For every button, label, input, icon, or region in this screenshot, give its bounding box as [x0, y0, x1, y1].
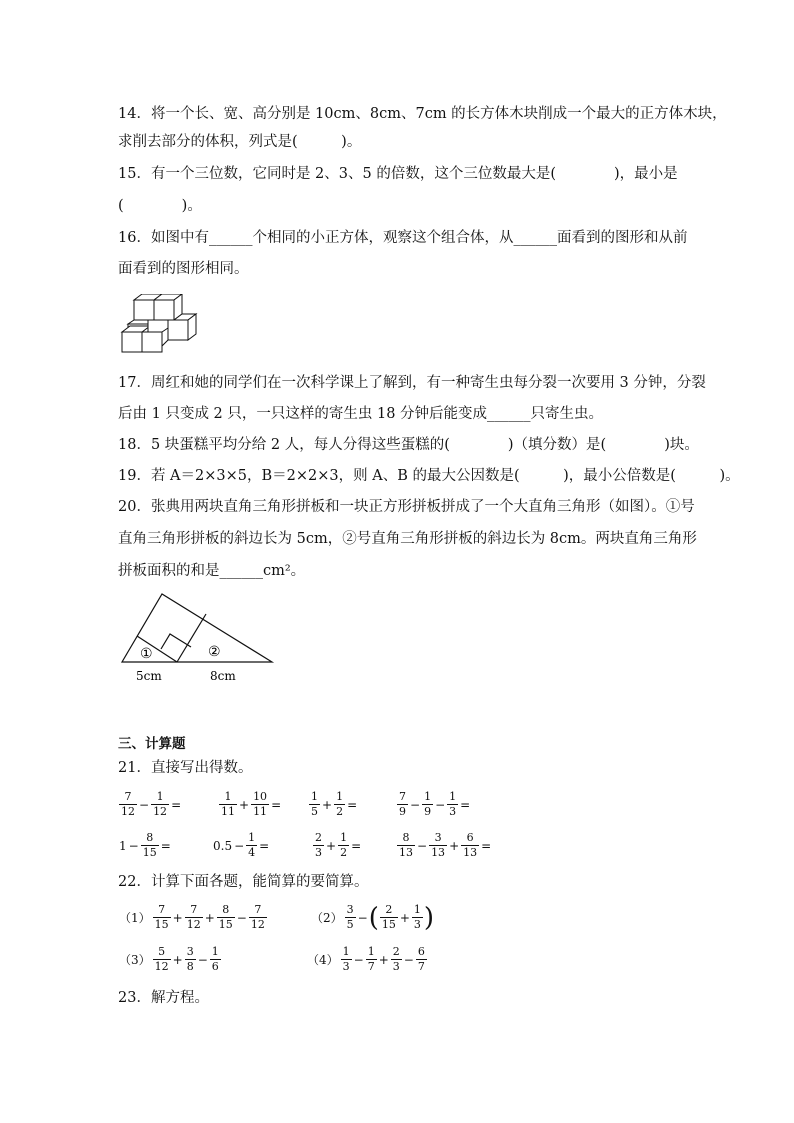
q21-row2-d: $\frac{8}{13}$ − $\frac{3}{13}$ + $\frac{6}{13}$ = [399, 831, 492, 859]
question-16-line-2: 面看到的图形相同。 [118, 261, 249, 277]
question-17-line-2: 后由 1 只变成 2 只，一只这样的寄生虫 18 分钟后能变成______只寄生虫。 [118, 406, 604, 422]
question-19: 19．若 A＝2×3×5，B＝2×2×3，则 A、B 的最大公因数是( )，最小公倍数是( )。 [118, 468, 740, 484]
q21-row1-a: $\frac{7}{12}$ − $\frac{1}{12}$ = [121, 790, 182, 818]
close-paren: ) [423, 902, 435, 933]
q22-problem-2: （2） $\frac{3}{5}$ − ( $\frac{2}{15}$ + $\frac{1}{3}$ ) [311, 902, 435, 933]
question-20-line-2: 直角三角形拼板的斜边长为 5cm，②号直角三角形拼板的斜边长为 8cm。两块直角三角形 [118, 531, 697, 547]
length-label-5cm: 5cm [136, 669, 162, 683]
q22-problem-4: （4） $\frac{1}{3}$ − $\frac{1}{7}$ + $\frac{2}{3}$ − $\frac{6}{7}$ [307, 945, 425, 973]
question-14-line-2: 求削去部分的体积，列式是( )。 [118, 134, 362, 150]
question-22-title: 22．计算下面各题，能简算的要简算。 [118, 874, 369, 890]
question-15-line-1: 15．有一个三位数，它同时是 2、3、5 的倍数，这个三位数最大是( )，最小是 [118, 166, 678, 182]
q21-row1-c: $\frac{1}{5}$ + $\frac{1}{2}$ = [311, 790, 358, 818]
question-14-line-1: 14．将一个长、宽、高分别是 10cm、8cm、7cm 的长方体木块削成一个最大的正方体木块， [118, 106, 727, 122]
question-18: 18．5 块蛋糕平均分给 2 人，每人分得这些蛋糕的( )（填分数）是( )块。 [118, 437, 699, 453]
q21-row1-b: $\frac{1}{11}$ + $\frac{10}{11}$ = [221, 790, 282, 818]
question-17-line-1: 17．周红和她的同学们在一次科学课上了解到，有一种寄生虫每分裂一次要用 3 分钟，分裂 [118, 375, 706, 391]
q22-problem-1: （1） $\frac{7}{15}$ + $\frac{7}{12}$ + $\frac{8}{15}$ − $\frac{7}{12}$ [119, 903, 265, 931]
question-23: 23．解方程。 [118, 990, 209, 1006]
triangle-label-1: ① [140, 646, 153, 662]
q22-problem-3: （3） $\frac{5}{12}$ + $\frac{3}{8}$ − $\frac{1}{6}$ [119, 945, 219, 973]
open-paren: ( [368, 902, 379, 933]
q21-row2-b: 0.5 − $\frac{1}{4}$ = [213, 831, 270, 859]
section-heading: 三、计算题 [118, 736, 186, 752]
length-label-8cm: 8cm [210, 669, 236, 683]
question-15-line-2: ( )。 [118, 198, 202, 214]
triangle-figure [118, 590, 278, 686]
question-20-line-3: 拼板面积的和是______cm²。 [118, 563, 306, 579]
q21-row2-a: 1 − $\frac{8}{15}$ = [119, 831, 171, 859]
q21-row2-c: $\frac{2}{3}$ + $\frac{1}{2}$ = [315, 831, 362, 859]
question-16-line-1: 16．如图中有______个相同的小正方体，观察这个组合体，从______面看到的图形和从前 [118, 230, 688, 246]
question-21-title: 21．直接写出得数。 [118, 760, 253, 776]
cube-stack-figure [120, 294, 202, 356]
q21-row1-d: $\frac{7}{9}$ − $\frac{1}{9}$ − $\frac{1}{3}$ = [399, 790, 471, 818]
triangle-label-2: ② [208, 644, 221, 660]
question-20-line-1: 20．张典用两块直角三角形拼板和一块正方形拼板拼成了一个大直角三角形（如图）。①号 [118, 499, 695, 515]
